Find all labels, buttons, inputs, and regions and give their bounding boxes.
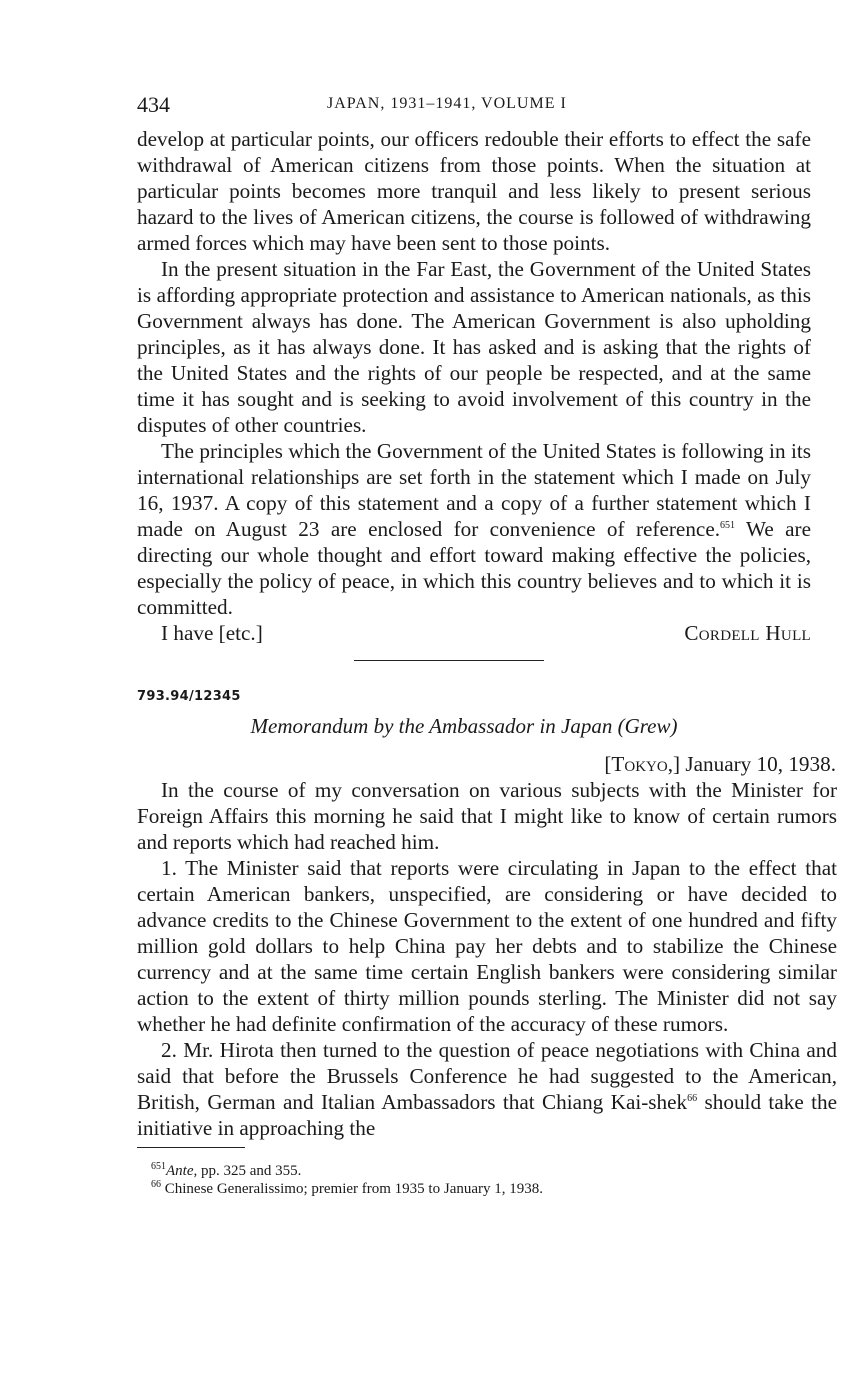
letter-closing [137,620,811,646]
memorandum-author: Grew [624,714,671,738]
dateline-place: Tokyo, [611,752,673,776]
footnote-reference-651: 651 [720,519,736,531]
footnotes [137,1162,811,1198]
dateline-open-bracket: [ [604,752,612,776]
memorandum-heading-close: ) [670,714,678,738]
dateline-date: ] January 10, 1938. [673,752,836,776]
letter-paragraph-3-continued: We are directing our whole thought and effort toward making effective the policies, especially the policy of peace, in which this country believes and to which it is committed. [137,517,811,619]
letter-paragraph-3 [137,438,811,620]
footnote-rule [137,1147,245,1148]
memorandum-paragraph-3 [137,1037,837,1141]
running-header [137,92,811,122]
memorandum-body [137,777,837,1141]
letter-paragraph-3-text: The principles which the Government of the United States is following in its international relationships are set forth in the statement which I made on July 16, 1937. A copy of this statement and a copy of a further statement which I made on August 23 are enclosed for convenience of reference. [137,439,811,541]
document-page [137,92,837,1198]
memorandum-paragraph-3-continued: should take the initiative in approaching the [137,1090,837,1140]
footnote-mark: 651 [151,1161,166,1172]
footnote-mark: 66 [151,1179,161,1190]
letter-body [137,126,811,620]
page-number: 434 [137,92,170,117]
memorandum-heading-text: Memorandum by the Ambassador in Japan ( [250,714,625,738]
memorandum-heading [127,714,801,739]
memorandum-paragraph-1: In the course of my conversation on various subjects with the Minister for Foreign Affairs this morning he said that I might like to know of certain rumors and reports which had reached him. [137,778,837,854]
running-title: JAPAN, 1931–1941, VOLUME I [327,95,567,112]
dateline [162,751,836,777]
complimentary-close: I have [etc.] [161,621,263,645]
section-divider [354,660,544,661]
footnote-text: pp. 325 and 355. [197,1163,302,1179]
letter-paragraph-1: develop at particular points, our officers redouble their efforts to effect the safe withdrawal of American citizens from those points. When the situation at particular points becomes more tranquil and less likely to present serious hazard to the lives of American citizens, the course is followed of withdrawing armed forces which may have been sent to those points. [137,127,811,255]
memorandum-paragraph-3-text: 2. Mr. Hirota then turned to the question of peace negotiations with China and said that before the Brussels Conference he had suggested to the American, British, German and Italian Ambassadors that Chiang Kai-shek [137,1038,837,1114]
footnote-66 [151,1180,811,1198]
footnote-text: Chinese Generalissimo; premier from 1935 to January 1, 1938. [164,1181,544,1197]
letter-paragraph-2: In the present situation in the Far East, the Government of the United States is affording appropriate protection and assistance to American nationals, as this Government always has done. The American Government is also upholding principles, as it has always done. It has asked and is asking that the rights of the United States and the rights of our people be respected, and at the same time it has sought and is seeking to avoid involvement of this country in the disputes of other countries. [137,257,811,437]
memorandum-paragraph-2: 1. The Minister said that reports were circulating in Japan to the effect that certain American bankers, unspecified, are considering or have decided to advance credits to the Chinese Government to the extent of one hundred and fifty million gold dollars to help China pay her debts and to stabilize the Chinese currency and at the same time certain English bankers were considering similar action to the extent of thirty million pounds sterling. The Minister did not say whether he had definite confirmation of the accuracy of these rumors. [137,856,837,1036]
file-number: 793.94/12345 [137,689,241,704]
footnote-651 [151,1162,811,1180]
footnote-italic: Ante, [166,1163,198,1179]
signature: Cordell Hull [684,621,811,645]
footnote-reference-66: 66 [687,1092,698,1104]
